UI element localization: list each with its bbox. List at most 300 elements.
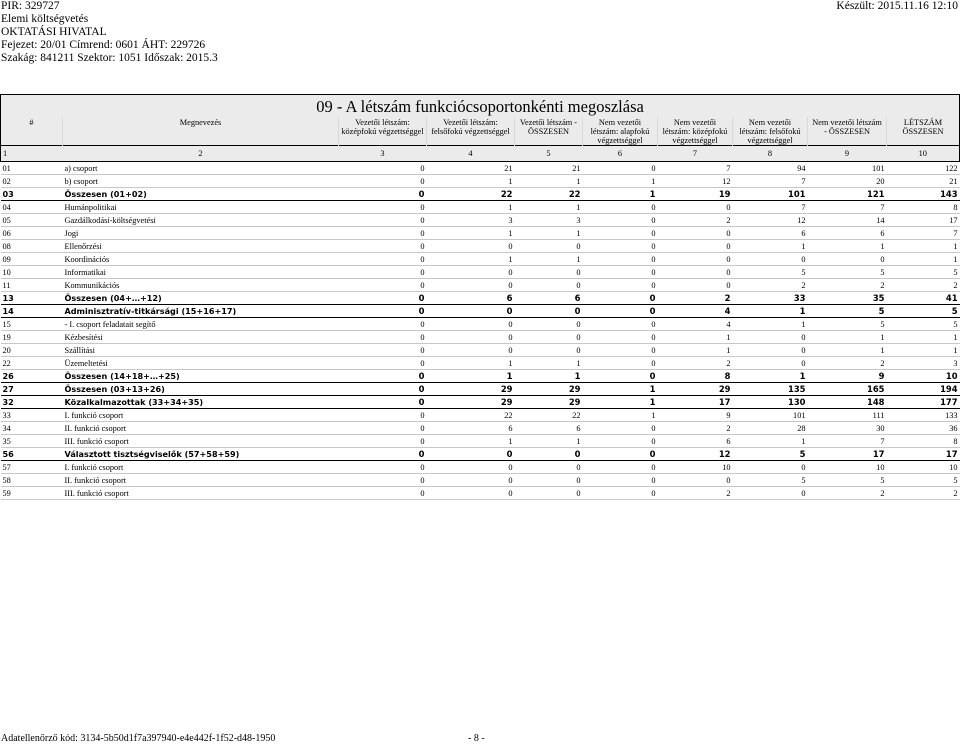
row-value: 0 [515,279,583,292]
row-value: 0 [339,201,427,214]
row-value: 0 [515,305,583,318]
row-code: 06 [1,227,63,240]
row-value: 7 [887,227,960,240]
col-header-nonlead-higher: Nem vezetői létszám: felsőfokú végzettséggel [733,117,808,146]
row-value: 1 [515,435,583,448]
row-value: 0 [583,487,658,500]
row-name: Kézbesítési [63,331,339,344]
row-value: 5 [733,448,808,461]
row-value: 1 [427,253,515,266]
row-value: 9 [658,409,733,422]
row-value: 177 [887,396,960,409]
row-value: 17 [887,448,960,461]
col-header-lead-total: Vezetői létszám - ÖSSZESEN [515,117,583,146]
row-code: 59 [1,487,63,500]
row-value: 9 [808,370,887,383]
page-number: - 8 - [468,733,485,744]
row-value: 0 [733,331,808,344]
row-value: 0 [339,396,427,409]
row-value: 121 [808,188,887,201]
row-value: 0 [583,279,658,292]
row-value: 0 [427,266,515,279]
row-value: 10 [808,461,887,474]
row-name: Választott tisztségviselők (57+58+59) [63,448,339,461]
row-value: 7 [733,201,808,214]
row-value: 0 [583,448,658,461]
row-value: 6 [808,227,887,240]
row-value: 133 [887,409,960,422]
row-value: 7 [808,201,887,214]
col-header-lead-higher: Vezetői létszám: felsőfokú végzettséggel [427,117,515,146]
col-number: 2 [63,146,339,162]
row-value: 0 [583,201,658,214]
row-value: 1 [733,435,808,448]
row-value: 5 [887,266,960,279]
col-number: 3 [339,146,427,162]
row-value: 22 [515,188,583,201]
row-value: 5 [887,318,960,331]
row-value: 1 [808,240,887,253]
row-code: 19 [1,331,63,344]
table-row [1,448,960,461]
row-code: 02 [1,175,63,188]
row-value: 1 [733,370,808,383]
row-value: 29 [427,383,515,396]
row-value: 1 [515,253,583,266]
col-number: 7 [658,146,733,162]
row-value: 0 [658,227,733,240]
row-value: 0 [339,331,427,344]
col-number: 1 [1,146,63,162]
row-code: 13 [1,292,63,305]
row-value: 10 [887,461,960,474]
row-value: 6 [515,422,583,435]
row-value: 17 [887,214,960,227]
row-value: 0 [515,461,583,474]
header-line-chapter: Fejezet: 20/01 Címrend: 0601 ÁHT: 229726 [1,39,206,51]
row-code: 14 [1,305,63,318]
row-name: I. funkció csoport [63,409,339,422]
row-value: 1 [808,331,887,344]
row-value: 111 [808,409,887,422]
row-value: 2 [658,357,733,370]
row-value: 12 [658,448,733,461]
row-value: 1 [515,227,583,240]
row-code: 05 [1,214,63,227]
col-header-number: # [1,117,63,146]
row-value: 0 [339,474,427,487]
table-row [1,266,960,279]
row-name: III. funkció csoport [63,487,339,500]
row-value: 2 [808,357,887,370]
row-value: 122 [887,162,960,175]
row-value: 35 [808,292,887,305]
header-line-institution: OKTATÁSI HIVATAL [1,26,107,38]
row-code: 04 [1,201,63,214]
row-value: 0 [583,162,658,175]
row-value: 165 [808,383,887,396]
row-value: 0 [583,292,658,305]
row-value: 7 [733,175,808,188]
row-value: 143 [887,188,960,201]
col-number: 4 [427,146,515,162]
row-value: 17 [808,448,887,461]
row-value: 1 [583,383,658,396]
col-header-grand-total: LÉTSZÁM ÖSSZESEN [887,117,960,146]
row-value: 22 [515,409,583,422]
row-value: 1 [887,253,960,266]
table-row [1,422,960,435]
row-value: 0 [583,357,658,370]
row-code: 08 [1,240,63,253]
row-value: 1 [583,175,658,188]
table-row [1,227,960,240]
row-value: 0 [733,344,808,357]
row-value: 0 [515,331,583,344]
row-value: 8 [887,201,960,214]
row-value: 0 [583,474,658,487]
row-value: 41 [887,292,960,305]
row-value: 0 [515,240,583,253]
col-number: 5 [515,146,583,162]
row-value: 4 [658,305,733,318]
col-header-name: Megnevezés [63,117,339,146]
row-value: 21 [427,162,515,175]
row-value: 0 [583,422,658,435]
table-row [1,201,960,214]
row-value: 1 [427,201,515,214]
row-name: I. funkció csoport [63,461,339,474]
row-name: II. funkció csoport [63,474,339,487]
row-value: 0 [427,448,515,461]
row-value: 30 [808,422,887,435]
row-value: 0 [733,487,808,500]
row-value: 0 [339,292,427,305]
row-name: Humánpolitikai [63,201,339,214]
row-value: 22 [427,409,515,422]
row-value: 0 [583,331,658,344]
row-value: 0 [427,487,515,500]
row-value: 0 [658,201,733,214]
column-number-row [1,146,960,162]
row-code: 27 [1,383,63,396]
row-value: 0 [515,487,583,500]
row-name: b) csoport [63,175,339,188]
row-value: 0 [339,344,427,357]
row-value: 0 [339,227,427,240]
row-value: 0 [583,305,658,318]
row-value: 0 [658,240,733,253]
row-code: 22 [1,357,63,370]
row-value: 0 [515,474,583,487]
row-name: Kommunikációs [63,279,339,292]
table-row [1,331,960,344]
row-value: 8 [658,370,733,383]
row-value: 2 [658,422,733,435]
row-name: Összesen (01+02) [63,188,339,201]
table-row [1,370,960,383]
table-title: 09 - A létszám funkciócsoportonkénti megoszlása [1,95,960,118]
row-value: 1 [515,370,583,383]
row-code: 11 [1,279,63,292]
row-value: 1 [427,370,515,383]
row-value: 29 [427,396,515,409]
row-value: 29 [658,383,733,396]
row-value: 33 [733,292,808,305]
row-value: 36 [887,422,960,435]
row-name: II. funkció csoport [63,422,339,435]
row-code: 33 [1,409,63,422]
row-value: 20 [808,175,887,188]
col-header-nonlead-secondary: Nem vezetői létszám: középfokú végzettséggel [658,117,733,146]
row-value: 4 [658,318,733,331]
row-value: 1 [515,357,583,370]
row-value: 22 [427,188,515,201]
row-code: 32 [1,396,63,409]
row-value: 0 [339,214,427,227]
row-value: 12 [733,214,808,227]
row-value: 0 [339,279,427,292]
row-value: 0 [658,253,733,266]
row-value: 0 [339,253,427,266]
col-number: 8 [733,146,808,162]
row-value: 0 [339,305,427,318]
row-value: 2 [658,214,733,227]
row-value: 10 [887,370,960,383]
row-value: 2 [887,487,960,500]
row-value: 1 [808,344,887,357]
row-value: 0 [583,214,658,227]
row-value: 0 [427,331,515,344]
row-value: 1 [427,435,515,448]
col-number: 9 [808,146,887,162]
row-value: 0 [515,344,583,357]
row-code: 57 [1,461,63,474]
row-code: 15 [1,318,63,331]
row-value: 14 [808,214,887,227]
row-name: Összesen (14+18+…+25) [63,370,339,383]
row-name: Koordinációs [63,253,339,266]
row-value: 29 [515,383,583,396]
row-name: Jogi [63,227,339,240]
row-code: 01 [1,162,63,175]
row-value: 29 [515,396,583,409]
row-value: 1 [733,240,808,253]
row-value: 5 [887,305,960,318]
table-body [1,162,960,500]
row-name: Üzemeltetési [63,357,339,370]
row-name: Adminisztratív-titkársági (15+16+17) [63,305,339,318]
row-value: 5 [887,474,960,487]
row-value: 0 [339,266,427,279]
row-value: 10 [658,461,733,474]
control-code: Adatellenőrző kód: 3134-5b50d1f7a397940-e4e442f-1f52-d48-1950 [1,733,276,744]
row-name: Összesen (03+13+26) [63,383,339,396]
row-name: III. funkció csoport [63,435,339,448]
row-value: 0 [427,279,515,292]
header-line-type: Elemi költségvetés [1,13,89,25]
row-value: 0 [427,474,515,487]
row-value: 6 [427,292,515,305]
row-value: 0 [339,383,427,396]
row-value: 0 [339,435,427,448]
table-row [1,357,960,370]
col-number: 6 [583,146,658,162]
row-value: 19 [658,188,733,201]
table-row [1,240,960,253]
row-name: Gazdálkodási-költségvetési [63,214,339,227]
row-name: Közalkalmazottak (33+34+35) [63,396,339,409]
row-value: 7 [658,162,733,175]
row-value: 0 [339,409,427,422]
table-row [1,279,960,292]
row-value: 3 [887,357,960,370]
row-value: 0 [339,162,427,175]
row-name: Ellenőrzési [63,240,339,253]
row-value: 3 [515,214,583,227]
row-value: 0 [583,344,658,357]
row-value: 101 [733,188,808,201]
row-value: 0 [733,253,808,266]
row-value: 0 [427,344,515,357]
row-value: 0 [427,461,515,474]
row-value: 0 [583,266,658,279]
row-value: 17 [658,396,733,409]
row-value: 2 [733,279,808,292]
row-value: 0 [583,253,658,266]
header-info-block [1,0,218,65]
row-value: 6 [515,292,583,305]
row-value: 135 [733,383,808,396]
row-value: 1 [887,331,960,344]
row-value: 0 [583,318,658,331]
row-value: 21 [515,162,583,175]
row-value: 0 [339,487,427,500]
row-value: 5 [808,305,887,318]
table-row [1,383,960,396]
table-row [1,253,960,266]
row-code: 10 [1,266,63,279]
headcount-table [0,94,960,500]
table-row [1,344,960,357]
row-code: 03 [1,188,63,201]
row-value: 0 [339,357,427,370]
row-value: 1 [515,201,583,214]
row-value: 0 [658,279,733,292]
row-value: 2 [808,487,887,500]
row-value: 0 [733,461,808,474]
row-value: 0 [658,266,733,279]
row-value: 1 [887,344,960,357]
row-value: 0 [583,240,658,253]
row-value: 0 [339,422,427,435]
row-value: 5 [733,474,808,487]
row-value: 0 [339,448,427,461]
table-row [1,162,960,175]
row-value: 1 [658,344,733,357]
column-header-row [1,117,960,146]
row-value: 194 [887,383,960,396]
col-number: 10 [887,146,960,162]
row-value: 148 [808,396,887,409]
table-row [1,214,960,227]
col-header-nonlead-primary: Nem vezetői létszám: alapfokú végzettséggel [583,117,658,146]
row-value: 0 [583,370,658,383]
table-row [1,461,960,474]
row-value: 1 [583,188,658,201]
row-value: 6 [658,435,733,448]
row-value: 0 [583,435,658,448]
row-value: 1 [887,240,960,253]
row-code: 35 [1,435,63,448]
row-value: 1 [427,357,515,370]
row-code: 09 [1,253,63,266]
created-timestamp: Készült: 2015.11.16 12:10 [836,0,958,12]
row-value: 28 [733,422,808,435]
row-value: 0 [339,370,427,383]
row-code: 34 [1,422,63,435]
row-value: 0 [515,266,583,279]
row-value: 5 [808,318,887,331]
row-value: 0 [339,188,427,201]
row-value: 1 [658,331,733,344]
row-value: 1 [515,175,583,188]
row-value: 2 [887,279,960,292]
row-code: 56 [1,448,63,461]
row-value: 1 [733,305,808,318]
row-value: 7 [808,435,887,448]
row-value: 0 [427,240,515,253]
row-value: 21 [887,175,960,188]
table-row [1,474,960,487]
row-name: - I. csoport feladatait segítő [63,318,339,331]
row-value: 130 [733,396,808,409]
header-line-sector: Szakág: 841211 Szektor: 1051 Időszak: 2015.3 [1,52,218,64]
row-value: 1 [583,409,658,422]
row-value: 0 [583,227,658,240]
row-value: 94 [733,162,808,175]
col-header-nonlead-total: Nem vezetői létszám - ÖSSZESEN [808,117,887,146]
row-code: 26 [1,370,63,383]
table-row [1,396,960,409]
row-code: 58 [1,474,63,487]
row-value: 0 [583,461,658,474]
row-value: 3 [427,214,515,227]
row-value: 101 [733,409,808,422]
row-value: 8 [887,435,960,448]
header-line-pir: PIR: 329727 [1,0,60,12]
col-header-lead-secondary: Vezetői létszám: középfokú végzettséggel [339,117,427,146]
row-value: 5 [733,266,808,279]
row-value: 5 [808,474,887,487]
table-row [1,435,960,448]
row-value: 1 [733,318,808,331]
row-name: Szállítási [63,344,339,357]
row-value: 0 [658,474,733,487]
row-value: 5 [808,266,887,279]
row-value: 0 [427,318,515,331]
row-name: a) csoport [63,162,339,175]
table-row [1,409,960,422]
row-value: 0 [808,253,887,266]
table-row [1,487,960,500]
row-value: 0 [515,448,583,461]
row-value: 1 [427,175,515,188]
row-value: 0 [733,357,808,370]
row-value: 2 [658,487,733,500]
row-value: 1 [583,396,658,409]
row-name: Összesen (04+…+12) [63,292,339,305]
